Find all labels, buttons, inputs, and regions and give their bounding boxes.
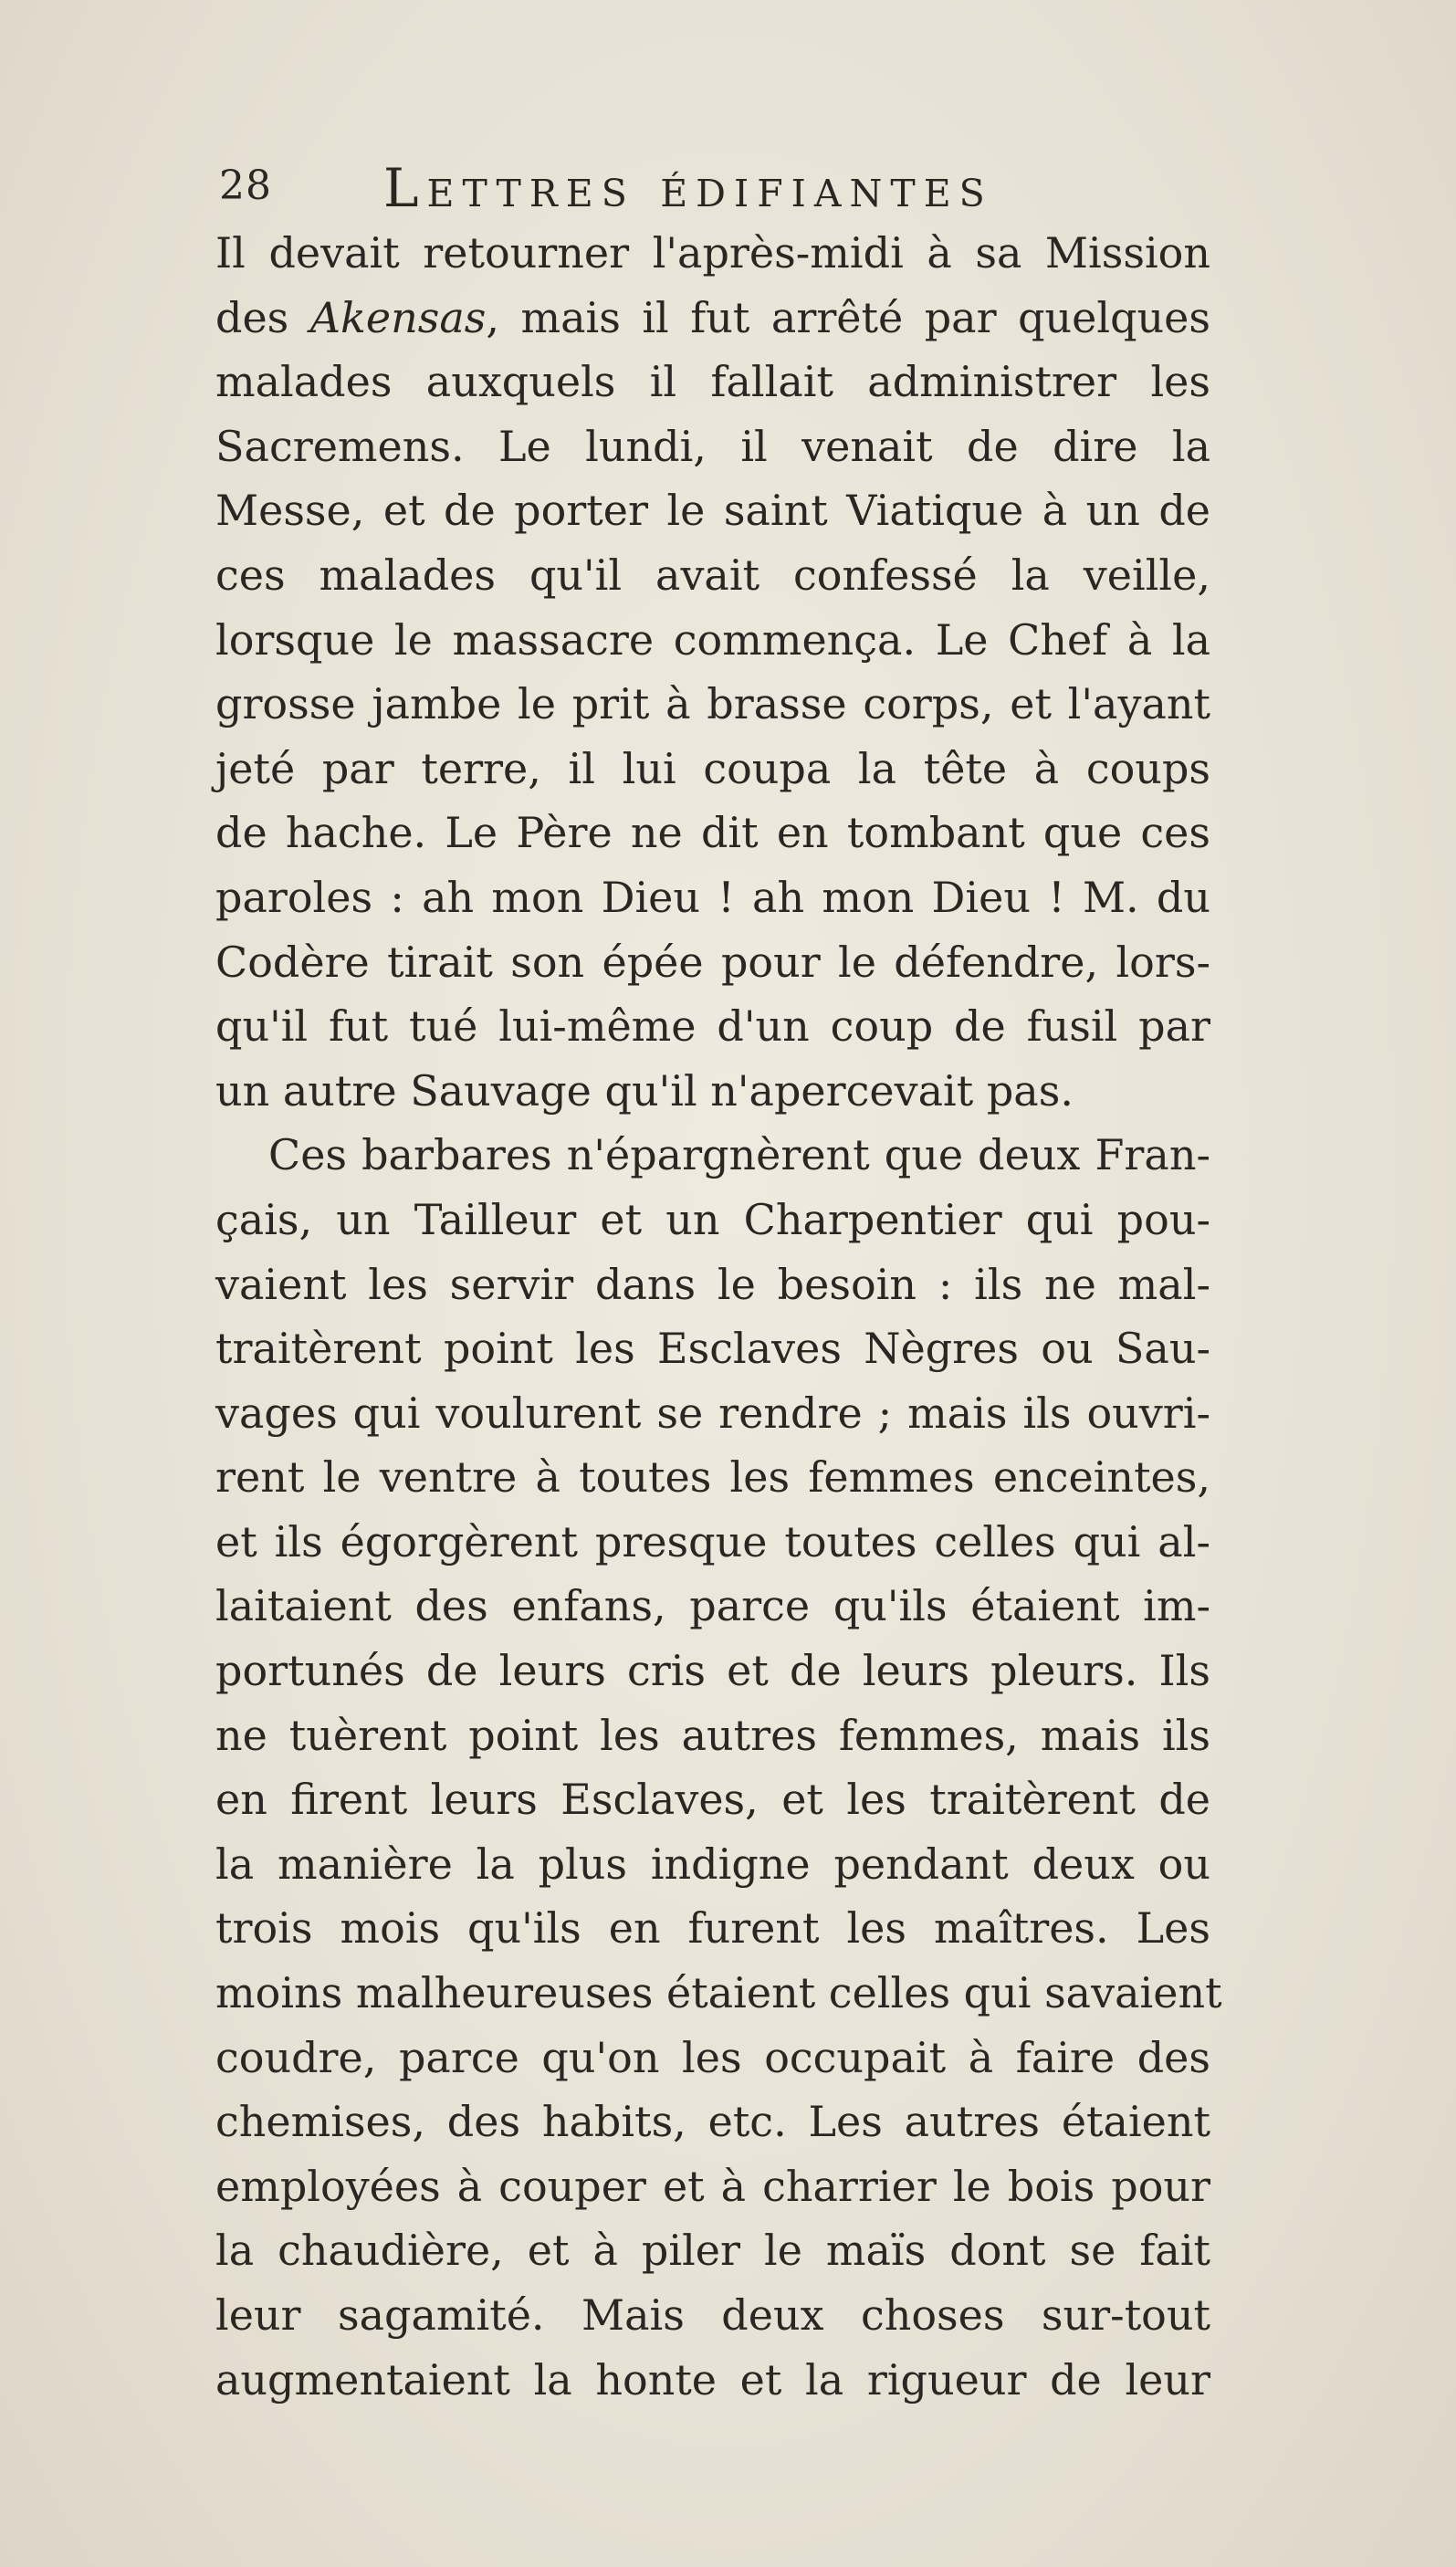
text-line: moins malheureuses étaient celles qui savaient [215,1968,1222,2018]
text-line: vages qui voulurent se rendre ; mais ils ouvri- [215,1388,1210,1438]
paragraph-end-line: un autre Sauvage qu'il n'apercevait pas. [215,1065,1074,1116]
text-line: çais, un Tailleur et un Charpentier qui pou- [215,1194,1210,1244]
text-line: lorsque le massacre commença. Le Chef à la [215,614,1210,665]
running-title: Lettres édifiantes [383,157,993,219]
text-line: chemises, des habits, etc. Les autres étaient [215,2097,1210,2147]
text-line: laitaient des enfans, parce qu'ils étaient im- [215,1581,1210,1631]
text-line: qu'il fut tué lui-même d'un coup de fusil par [215,1001,1210,1052]
text-line: de hache. Le Père ne dit en tombant que ces [215,808,1210,858]
text-line: Codère tirait son épée pour le défendre, lors- [215,937,1210,987]
text-line: traitèrent point les Esclaves Nègres ou Sau- [215,1324,1210,1374]
text-line: la chaudière, et à piler le maïs dont se fait [215,2226,1210,2276]
text-line: portunés de leurs cris et de leurs pleurs. Ils [215,1646,1210,1696]
text-line: ces malades qu'il avait confessé la veille, [215,550,1210,600]
text-line: et ils égorgèrent presque toutes celles qui al- [215,1516,1210,1566]
text-line: la manière la plus indigne pendant deux ou [215,1839,1210,1889]
text-line: malades auxquels il fallait administrer les [215,357,1210,407]
text-line: augmentaient la honte et la rigueur de leur [215,2354,1210,2405]
text-line: coudre, parce qu'on les occupait à faire des [215,2032,1210,2082]
text-line: leur sagamité. Mais deux choses sur-tout [215,2290,1210,2340]
text-line: grosse jambe le prit à brasse corps, et l'ayant [215,679,1210,729]
page-number: 28 [219,162,272,209]
text-line: paroles : ah mon Dieu ! ah mon Dieu ! M. du [215,872,1210,922]
text-line: des Akensas, mais il fut arrêté par quelques [215,292,1210,342]
text-line: en firent leurs Esclaves, et les traitèrent de [215,1775,1210,1825]
text-line: vaient les servir dans le besoin : ils ne mal- [215,1259,1210,1309]
text-line: Il devait retourner l'après-midi à sa Mission [215,228,1210,278]
text-line: Messe, et de porter le saint Viatique à un de [215,486,1210,536]
place-name-akensas: Akensas [309,292,487,342]
running-head [219,157,1241,226]
body-text [215,221,1222,2412]
text-line: ne tuèrent point les autres femmes, mais ils [215,1710,1210,1760]
text-line: Sacremens. Le lundi, il venait de dire la [215,421,1210,471]
text-line: trois mois qu'ils en furent les maîtres. Les [215,1903,1210,1954]
text-line: jeté par terre, il lui coupa la tête à coups [215,743,1210,793]
text-line: rent le ventre à toutes les femmes enceintes, [215,1452,1210,1503]
text-line: employées à couper et à charrier le bois pour [215,2161,1210,2211]
paragraph-start-line: Ces barbares n'épargnèrent que deux Fran- [268,1130,1210,1180]
